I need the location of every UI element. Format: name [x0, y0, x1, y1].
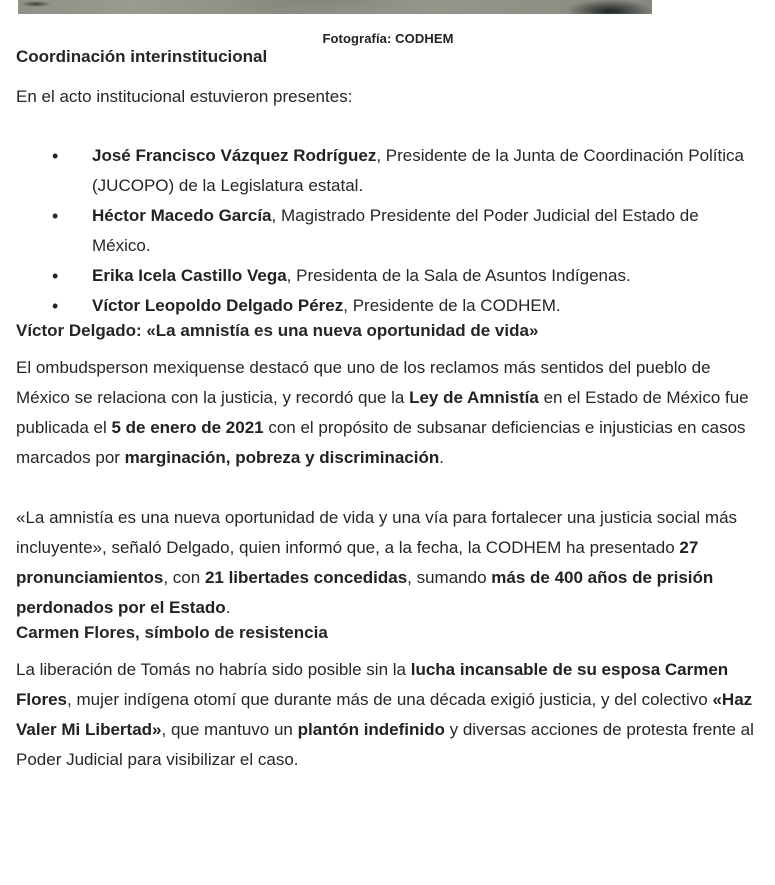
section-heading-carmen: Carmen Flores, símbolo de resistencia — [16, 623, 328, 642]
text-run-bold: Ley de Amnistía — [409, 388, 539, 407]
text-run: en el Estado de México fue publicada el — [16, 388, 749, 437]
section-heading-coordination: Coordinación interinstitucional — [16, 47, 268, 66]
attendee-role: , Presidente de la Junta de Coordinación Política (JUCOPO) de la Legislatura estatal. — [92, 146, 744, 195]
attendee-name: Héctor Macedo García — [92, 206, 272, 225]
list-item-attendee-2 — [52, 201, 760, 261]
text-run-bold: lucha incansable de su esposa Carmen Flores — [16, 660, 729, 709]
text-run-bold: 21 libertades concedidas — [204, 568, 408, 587]
text-run: . — [225, 598, 231, 617]
text-run: . — [439, 448, 444, 467]
photo-caption: Fotografía: CODHEM — [322, 31, 454, 46]
attendee-name: Erika Icela Castillo Vega — [92, 266, 287, 285]
text-run: , con — [163, 568, 205, 587]
text-run: , sumando — [407, 568, 492, 587]
text-run-bold: plantón indefinido — [297, 720, 445, 739]
article-photo — [18, 0, 652, 14]
text-run-bold: 27 pronunciamientos — [16, 538, 699, 587]
text-run-bold: 5 de enero de 2021 — [111, 418, 264, 437]
text-run: , mujer indígena otomí que durante más de una década exigió justicia, y del colectivo — [67, 690, 713, 709]
list-item-attendee-4 — [52, 291, 760, 321]
text-run-bold: más de 400 años de prisión perdonados por el Estado — [16, 568, 714, 617]
list-item-attendee-1 — [52, 141, 760, 201]
text-run-bold: «Haz Valer Mi Libertad» — [16, 690, 753, 739]
attendee-name: Víctor Leopoldo Delgado Pérez — [92, 296, 344, 315]
paragraph-carmen — [16, 655, 760, 775]
text-run: La liberación de Tomás no habría sido posible sin la — [16, 660, 411, 679]
text-run: «La amnistía es una nueva oportunidad de vida y una vía para fortalecer una justicia social más incluyente», señaló Delgado, quien informó que, a la fecha, la CODHEM ha presentado — [16, 508, 738, 557]
attendee-role: , Magistrado Presidente del Poder Judicial del Estado de México. — [92, 206, 699, 255]
text-run: El ombudsperson mexiquense destacó que uno de los reclamos más sentidos del pueblo de México se relaciona con la justicia, y recordó que la — [16, 358, 711, 407]
attendee-role: , Presidente de la CODHEM. — [343, 296, 561, 315]
text-run: , que mantuvo un — [161, 720, 298, 739]
text-run-bold: marginación, pobreza y discriminación — [124, 448, 440, 467]
attendee-name: José Francisco Vázquez Rodríguez — [92, 146, 377, 165]
text-run: con el propósito de subsanar deficiencias e injusticias en casos marcados por — [16, 418, 746, 467]
text-run: y diversas acciones de protesta frente al Poder Judicial para visibilizar el caso. — [16, 720, 754, 769]
section-heading-amnesty: Víctor Delgado: «La amnistía es una nueva oportunidad de vida» — [16, 321, 539, 340]
paragraph-amnesty-2 — [16, 503, 760, 623]
attendees-list — [16, 141, 760, 321]
attendee-role: , Presidenta de la Sala de Asuntos Indígenas. — [286, 266, 631, 285]
list-item-attendee-3 — [52, 261, 760, 291]
intro-text: En el acto institucional estuvieron presentes: — [16, 87, 353, 106]
paragraph-amnesty-1 — [16, 353, 760, 473]
